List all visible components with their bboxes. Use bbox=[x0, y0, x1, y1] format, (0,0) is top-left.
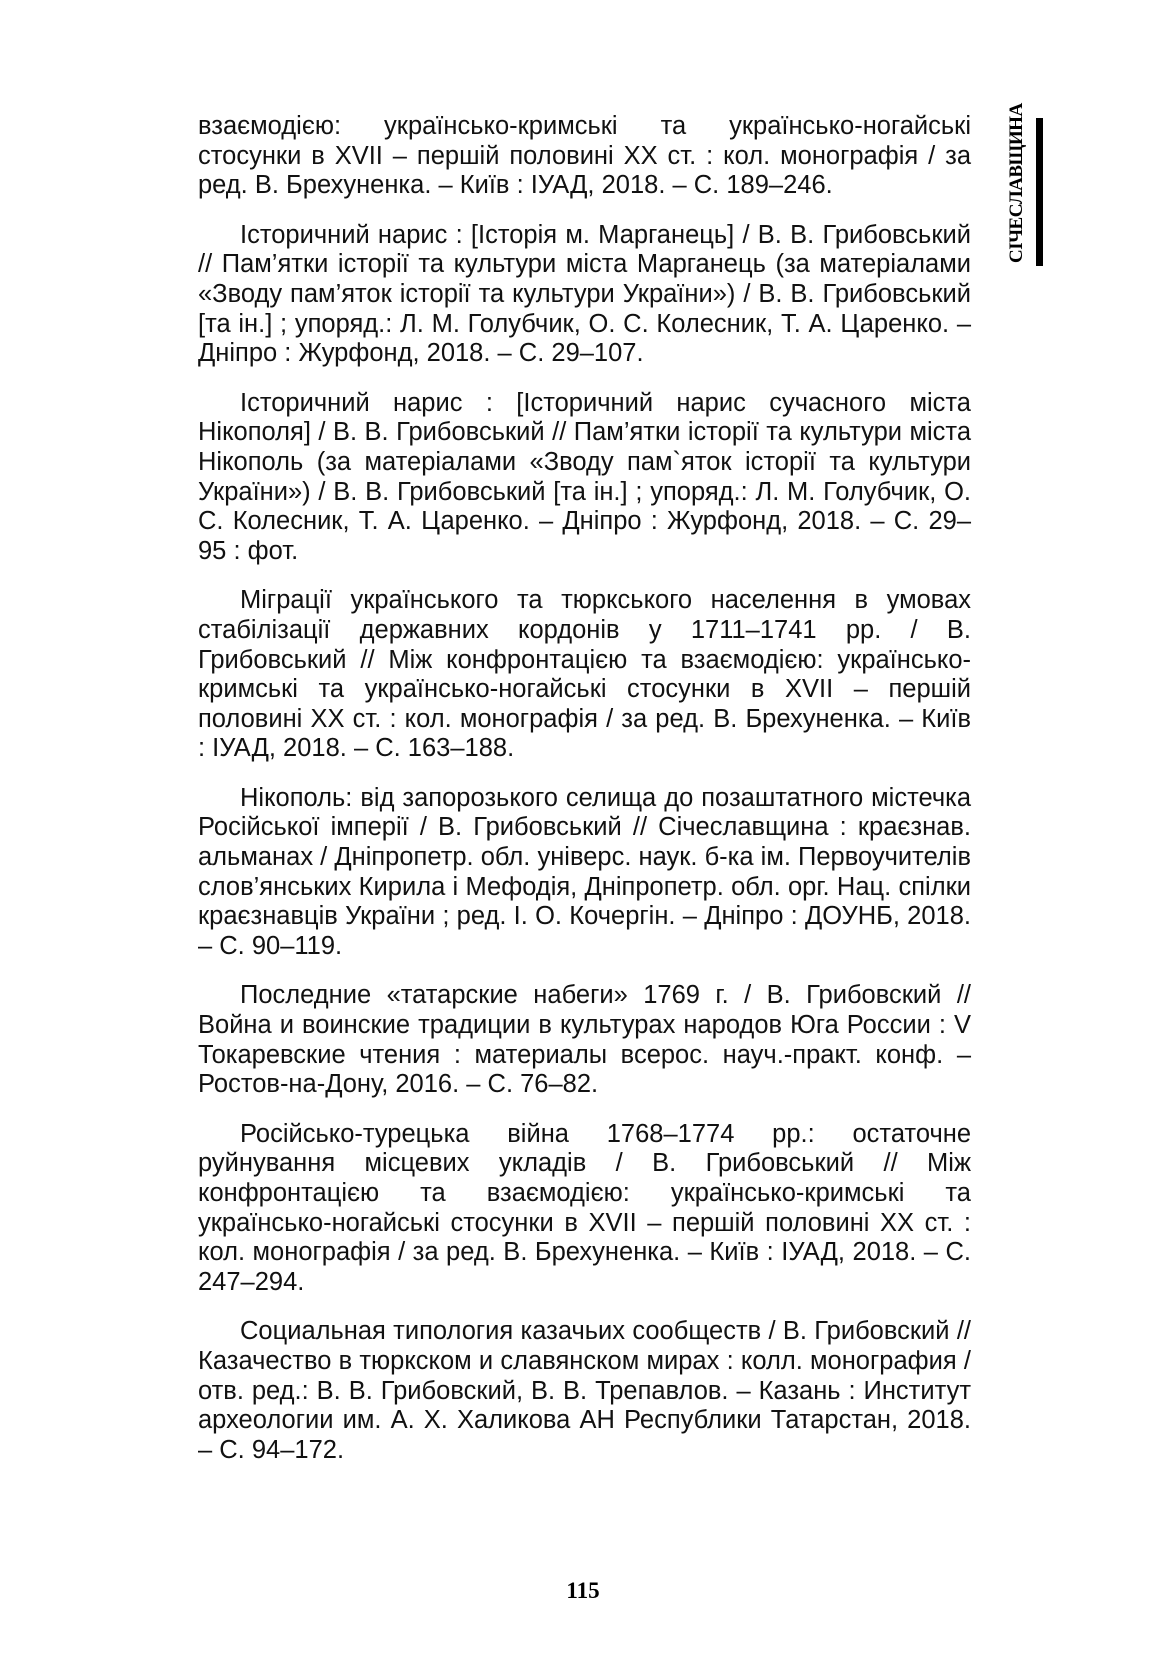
bibliography-entry: Нікополь: від запорозького селища до позаштатного містечка Російської імперії / В. Грибовський // Січеславщина : краєзнав. альманах / Дніпропетр. обл. універс. наук. б-ка ім. Первоучителів слов’янських Кирила і Мефодія, Дніпропетр. обл. орг. Нац. спілки краєзнавців України ; ред. І. О. Кочергін. – Дніпро : ДОУНБ, 2018. – С. 90–119. bbox=[198, 783, 971, 960]
bibliography-entry: Социальная типология казачьих сообществ / В. Грибовский // Казачество в тюркском и славянском мирах : колл. монография / отв. ред.: В. В. Грибовский, В. В. Трепавлов. – Казань : Институт археологии им. А. Х. Халикова АН Республики Татарстан, 2018. – С. 94–172. bbox=[198, 1317, 971, 1464]
bibliography-entry: Міграції українського та тюркського населення в умовах стабілізації державних кордонів у 1711–1741 рр. / В. Грибовський // Між конфронтацією та взаємодією: українсько-кримські та українсько-ногайські стосунки в XVII – першій половині XX ст. : кол. монографія / за ред. В. Брехуненка. – Київ : ІУАД, 2018. – С. 163–188. bbox=[198, 586, 971, 763]
bibliography-entry: взаємодією: українсько-кримські та українсько-ногайські стосунки в XVII – першій половині XX ст. : кол. монографія / за ред. В. Брехуненка. – Київ : ІУАД, 2018. – С. 189–246. bbox=[198, 112, 971, 200]
bibliography-entry: Російсько-турецька війна 1768–1774 рр.: остаточне руйнування місцевих укладів / В. Грибовський // Між конфронтацією та взаємодією: українсько-кримські та українсько-ногайські стосунки в XVII – першій половині XX ст. : кол. монографія / за ред. В. Брехуненка. – Київ : ІУАД, 2018. – С. 247–294. bbox=[198, 1119, 971, 1296]
running-head-title: СІЧЕСЛАВЩИНА bbox=[1006, 103, 1027, 263]
bibliography-entry: Історичний нарис : [Історія м. Марганець] / В. В. Грибовський // Пам’ятки історії та культури міста Марганець (за матеріалами «Зводу пам’яток історії та культури України») / В. В. Грибовський [та ін.] ; упоряд.: Л. М. Голубчик, О. С. Колесник, Т. А. Царенко. – Дніпро : Журфонд, 2018. – С. 29–107. bbox=[198, 220, 971, 368]
bibliography-entry: Історичний нарис : [Історичний нарис сучасного міста Нікополя] / В. В. Грибовський // Пам’ятки історії та культури міста Нікополь (за матеріалами «Зводу пам`яток історії та культури України») / В. В. Грибовський [та ін.] ; упоряд.: Л. М. Голубчик, О. С. Колесник, Т. А. Царенко. – Дніпро : Журфонд, 2018. – С. 29–95 : фот. bbox=[198, 388, 971, 565]
running-head-bar bbox=[1036, 118, 1043, 266]
page-number: 115 bbox=[566, 1578, 600, 1603]
bibliography-list bbox=[198, 112, 971, 1485]
bibliography-entry: Последние «татарские набеги» 1769 г. / В. Грибовский // Война и воинские традиции в культурах народов Юга России : V Токаревские чтения : материалы всерос. науч.-практ. конф. – Ростов-на-Дону, 2016. – С. 76–82. bbox=[198, 981, 971, 1099]
running-head-logo bbox=[1000, 103, 1048, 268]
